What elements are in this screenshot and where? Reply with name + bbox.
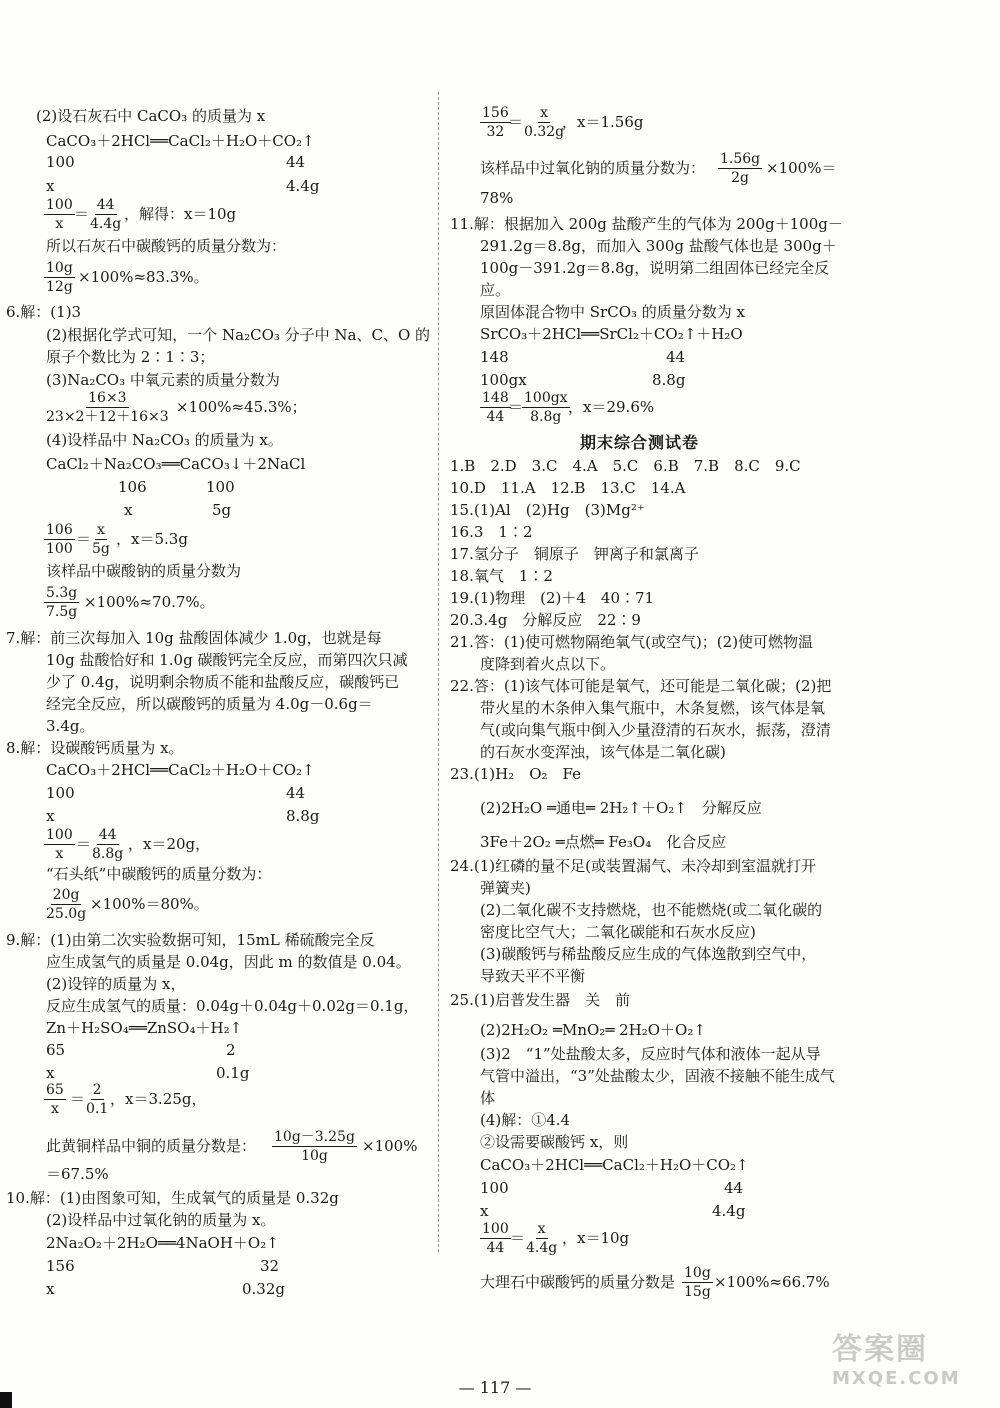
text-line: (2)根据化学式可知，一个 Na₂CO₃ 分子中 Na、C、O 的 [46,326,431,344]
text-line: 148 [480,348,509,366]
text-line: 8.8g [286,807,320,825]
text-line: ×100%≈83.3%。 [78,268,209,286]
text-line: 大理石中碳酸钙的质量分数是 [480,1273,676,1291]
text-line: 9.解：(1)由第二次实验数据可知，15mL 稀硫酸完全反 [6,931,375,949]
answer-line: 15.(1)Al (2)Hg (3)Mg²⁺ [450,501,645,519]
equation-line: (2)2H₂O₂ ═MnO₂═ 2H₂O＋O₂↑ [480,1021,706,1039]
equation-line: 3Fe＋2O₂ ═点燃═ Fe₃O₄ 化合反应 [480,833,727,851]
text-line: 100gx [480,371,527,389]
text-line: 0.32g [242,1280,286,1298]
fraction: $\frac{16\times 3}{23\times 2+12+16\times 3}$ [46,390,169,425]
equation-line: SrCO₃＋2HCl══SrCl₂＋CO₂↑＋H₂O [480,325,743,343]
column-divider [438,92,439,1252]
text-line: (4)设样品中 Na₂CO₃ 的质量为 x。 [46,431,283,449]
answer-line: 23.(1)H₂ O₂ Fe [450,765,581,783]
equation-line: (2)2H₂O ═通电═ 2H₂↑＋O₂↑ 分解反应 [480,799,762,817]
text-line: x [46,1280,55,1298]
text-line: 156 [46,1257,75,1275]
text-line: 44 [666,348,686,366]
fraction: $\frac{65}{x}$ [46,1082,64,1117]
text-line: 44 [286,153,306,171]
equation-line: CaCl₂＋Na₂CO₃══CaCO₃↓＋2NaCl [46,455,306,473]
text-line: ×100%≈66.7% [714,1273,830,1291]
watermark-top: 答案圈 [832,1332,928,1367]
text-line: x [46,177,55,195]
text-line: 5g [212,501,232,519]
text-line: ×100% [362,1137,418,1155]
text-line: 该样品中碳酸钠的质量分数为 [46,562,242,580]
fraction: $\frac{10g}{15g}$ [684,1265,711,1300]
fraction: $\frac{5.3g}{7.5g}$ [46,585,78,620]
text-line: (2)设石灰石中 CaCO₃ 的质量为 x [36,107,266,125]
text-line: 291.2g＝8.8g，而加入 300g 盐酸气体也是 300g＋ [480,237,837,255]
answer-line: 22.答：(1)该气体可能是氧气，还可能是二氧化碳；(2)把 [450,677,832,695]
text-line: 4.4g [286,177,320,195]
text-line: (2)设样品中过氧化钠的质量为 x。 [46,1211,276,1229]
fraction: $\frac{20g}{25.0g}$ [46,887,87,922]
answer-line: 21.答：(1)使可燃物隔绝氧气(或空气)；(2)使可燃物温 [450,633,814,651]
equation-line: CaCO₃＋2HCl══CaCl₂＋H₂O＋CO₂↑ [480,1156,749,1174]
fraction: $\frac{100gx}{8.8g}$ [524,390,568,425]
text-line: 原子个数比为 2∶1∶3； [46,348,215,366]
answer-line: 16.3 1∶2 [450,523,533,541]
answer-line: (2)二氧化碳不支持燃烧，也不能燃烧(或二氧化碳的 [480,901,823,919]
text-line: (2)设锌的质量为 x， [46,975,186,993]
text-line: ＝ [70,1090,86,1108]
text-line: x [46,807,55,825]
text-line: 此黄铜样品中铜的质量分数是： [46,1137,257,1155]
text-line: 所以石灰石中碳酸钙的质量分数为： [46,237,287,255]
text-line: ×100%≈70.7%。 [84,593,215,611]
text-line: ，x＝10g [562,1229,630,1247]
text-line: 11.解：根据加入 200g 盐酸产生的气体为 200g＋100g－ [450,215,843,233]
text-line: 106 [118,478,147,496]
text-line: ，x＝20g， [128,835,211,853]
page-number: — 117 — [458,1378,532,1397]
text-line: 4.4g [712,1202,746,1220]
text-line: (3)Na₂CO₃ 中氧元素的质量分数为 [46,371,280,389]
text-line: 原固体混合物中 SrCO₃ 的质量分数为 x [480,303,745,321]
equation-line: 2Na₂O₂＋2H₂O══4NaOH＋O₂↑ [46,1234,279,1252]
fraction: $\frac{2}{0.1}$ [86,1082,109,1117]
fraction: $\frac{10g-3.25g}{10g}$ [274,1129,355,1164]
answer-line: 度降到着火点以下。 [480,655,616,673]
answer-line: 带火星的木条伸入集气瓶中，木条复燃，该气体是氧 [480,699,826,717]
text-line: ，解得：x＝10g [124,205,237,223]
text-line: 0.1g [216,1064,250,1082]
text-line: 应。 [480,281,511,299]
text-line: 6.解：(1)3 [6,303,82,321]
fraction: $\frac{x}{4.4g}$ [526,1221,558,1256]
answer-line: 20.3.4g 分解反应 22∶9 [450,611,641,629]
answer-line: 17.氢分子 铜原子 钾离子和氯离子 [450,545,699,563]
text-line: 少了 0.4g，说明剩余物质不能和盐酸反应，碳酸钙已 [46,673,400,691]
text-line: ＝67.5% [46,1165,109,1183]
fraction: $\frac{100}{x}$ [46,197,73,232]
equation-line: CaCO₃＋2HCl══CaCl₂＋H₂O＋CO₂↑ [46,761,315,779]
text-line: 44 [286,784,306,802]
answer-line: 气(或向集气瓶中倒入少量澄清的石灰水，振荡，澄清 [480,721,831,739]
text-line: ＝ [76,530,92,548]
fraction: $\frac{44}{8.8g}$ [92,827,124,862]
text-line: ，x＝3.25g， [110,1090,207,1108]
text-line: 7.解：前三次每加入 10g 盐酸固体减少 1.0g，也就是每 [6,629,382,647]
text-line: ，x＝1.56g [562,113,644,131]
text-line: ，x＝5.3g [116,530,188,548]
answer-line: ②设需要碳酸钙 x，则 [480,1133,629,1151]
answer-line: 的石灰水变浑浊，该气体是二氧化碳) [480,743,726,761]
text-line: ×100%≈45.3%； [176,398,307,416]
text-line: 10.解：(1)由图象可知，生成氧气的质量是 0.32g [6,1189,339,1207]
text-line: ×100%＝ [766,159,837,177]
fraction: $\frac{156}{32}$ [482,105,509,140]
text-line: 32 [260,1257,280,1275]
answer-line: 25.(1)启普发生器 关 前 [450,991,631,1009]
text-line: 8.解：设碳酸钙质量为 x。 [6,739,184,757]
answer-line: 密度比空气大；二氧化碳能和石灰水反应) [480,923,756,941]
text-line: 2 [226,1041,236,1059]
answer-line: 10.D 11.A 12.B 13.C 14.A [450,479,686,497]
text-line: x [480,1202,489,1220]
text-line: ＝ [74,205,90,223]
answer-line: (3)2 “1”处盐酸太多，反应时气体和液体一起从导 [480,1045,821,1063]
section-title: 期末综合测试卷 [580,433,700,452]
text-line: x [124,501,133,519]
text-line: 10g 盐酸恰好和 1.0g 碳酸钙完全反应，而第四次只减 [46,651,408,669]
scan-corner-mark [0,1392,12,1408]
answer-line: 气管中溢出，“3”处盐酸太少，固液不接触不能生成气 [480,1067,835,1085]
answer-line: 24.(1)红磷的量不足(或装置漏气、未冷却到室温就打开 [450,857,816,875]
text-line: 经完全反应，所以碳酸钙的质量为 4.0g－0.6g＝ [46,695,373,713]
equation-line: CaCO₃＋2HCl══CaCl₂＋H₂O＋CO₂↑ [46,132,315,150]
text-line: 100 [46,153,75,171]
fraction: $\frac{x}{0.32g}$ [524,105,565,140]
text-line: 100g－391.2g＝8.8g，说明第二组固体已经完全反 [480,259,830,277]
text-line: 78% [480,189,514,207]
fraction: $\frac{1.56g}{2g}$ [720,151,761,186]
fraction: $\frac{100}{x}$ [46,827,73,862]
answer-line: (4)解：①4.4 [480,1111,571,1129]
text-line: ＝ [508,113,524,131]
text-line: ＝ [508,398,524,416]
answer-line: 体 [480,1089,496,1107]
text-line: x [46,1064,55,1082]
text-line: 3.4g。 [46,717,95,735]
fraction: $\frac{100}{44}$ [482,1221,509,1256]
answer-line: 1.B 2.D 3.C 4.A 5.C 6.B 7.B 8.C 9.C [450,457,801,475]
answer-line: 导致天平不平衡 [480,967,586,985]
text-line: ＝ [76,835,92,853]
text-line: ×100%＝80%。 [90,895,209,913]
watermark-logo [832,1324,982,1394]
answer-line: 弹簧夹) [480,879,531,897]
answer-line: 19.(1)物理 (2)＋4 40∶71 [450,589,655,607]
text-line: “石头纸”中碳酸钙的质量分数为： [46,865,272,883]
text-line: ，x＝29.6% [568,398,655,416]
text-line: 65 [46,1041,66,1059]
fraction: $\frac{10g}{12g}$ [46,260,73,295]
watermark-bottom: MXQE.COM [832,1368,961,1389]
equation-line: Zn＋H₂SO₄══ZnSO₄＋H₂↑ [46,1019,243,1037]
text-line: ＝ [510,1229,526,1247]
text-line: 应生成氢气的质量是 0.04g，因此 m 的数值是 0.04。 [46,953,411,971]
text-line: 反应生成氢气的质量：0.04g＋0.04g＋0.02g＝0.1g， [46,997,419,1015]
text-line: 100 [480,1179,509,1197]
fraction: $\frac{148}{44}$ [482,390,509,425]
answer-line: (3)碳酸钙与稀盐酸反应生成的气体逸散到空气中， [480,945,817,963]
text-line: 100 [206,478,235,496]
text-line: 100 [46,784,75,802]
answer-line: 18.氧气 1∶2 [450,567,553,585]
text-line: 8.8g [652,371,686,389]
fraction: $\frac{44}{4.4g}$ [90,197,122,232]
fraction: $\frac{x}{5g}$ [92,522,110,557]
text-line: 该样品中过氧化钠的质量分数为： [480,159,706,177]
fraction: $\frac{106}{100}$ [46,522,73,557]
text-line: 44 [724,1179,744,1197]
